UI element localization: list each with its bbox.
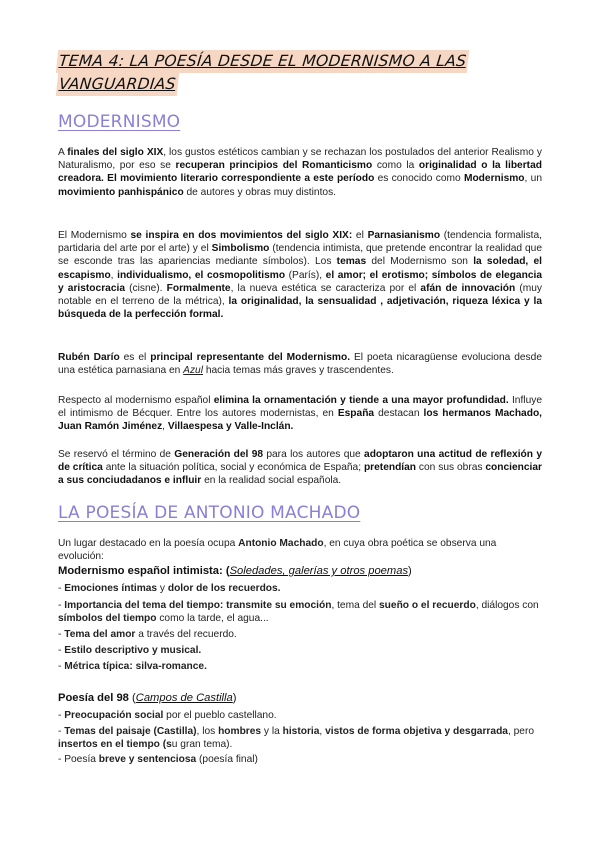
poesia-98-subheading: Poesía del 98 (Campos de Castilla) — [58, 692, 237, 704]
list-item: - Temas del paisaje (Castilla), los hombres y la historia, vistos de forma objetiva y desgarrada, pero insertos en el tiempo (su gran tema). — [58, 726, 535, 750]
list-item: - Importancia del tema del tiempo: transmite su emoción, tema del sueño o el recuerdo, diálogos con símbolos del tiempo como la tarde, el agua... — [58, 600, 539, 624]
list-item: - Preocupación social por el pueblo castellano. — [58, 710, 277, 721]
campos-castilla-work-title: Campos de Castilla — [135, 692, 233, 704]
list-item: - Emociones íntimas y dolor de los recuerdos. — [58, 583, 281, 594]
machado-heading: LA POESÍA DE ANTONIO MACHADO — [58, 503, 361, 523]
list-item: - Métrica típica: silva-romance. — [58, 661, 207, 672]
modernismo-paragraph-2: El Modernismo se inspira en dos movimientos del siglo XIX: el Parnasianismo (tendencia formalista, partidaria del arte por el arte) y el Simbolismo (tendencia intimista, que pretende encontrar la realidad que se esconde tras las apariencias mediante símbolos). Los temas del Modernismo son la soledad, el escapismo, individualismo, el cosmopolitismo (París), el amor; el erotismo; símbolos de elegancia y aristocracia (cisne). Formalmente, la nueva estética se caracteriza por el afán de innovación (muy notable en el terreno de la métrica), la originalidad, la sensualidad , adjetivación, riqueza léxica y la búsqueda de la perfección formal. — [58, 230, 543, 321]
document-title — [57, 50, 557, 96]
modernismo-paragraph-1: A finales del siglo XIX, los gustos estéticos cambian y se rechazan los postulados del anterior Realismo y Naturalismo, por eso se recuperan principios del Romanticismo como la originalidad o la libertad creadora. El movimiento literario correspondiente a este período es conocido como Modernismo, un movimiento panhispánico de autores y obras muy distintos. — [58, 147, 543, 198]
soledades-work-title: Soledades, galerías y otros poemas — [229, 565, 409, 577]
title-line-1: TEMA 4: LA POESÍA DESDE EL MODERNISMO A LAS — [56, 50, 470, 73]
modernismo-paragraph-3: Rubén Darío es el principal representante del Modernismo. El poeta nicaragüense evoluciona desde una estética parnasiana en Azul hacia temas más graves y trascendentes. — [58, 352, 542, 377]
azul-work-title: Azul — [183, 365, 203, 377]
list-item: - Poesía breve y sentenciosa (poesía final) — [58, 754, 258, 765]
list-item: - Tema del amor a través del recuerdo. — [58, 629, 237, 640]
title-line-2: VANGUARDIAS — [56, 73, 179, 96]
modernismo-paragraph-5: Se reservó el término de Generación del 98 para los autores que adoptaron una actitud de reflexión y de crítica ante la situación política, social y económica de España; pretendían con sus obras concienciar a sus conciudadanos e influir en la realidad social española. — [58, 449, 542, 487]
machado-intro: Un lugar destacado en la poesía ocupa Antonio Machado, en cuya obra poética se observa una evolución: — [58, 538, 497, 562]
modernismo-paragraph-4: Respecto al modernismo español elimina la ornamentación y tiende a una mayor profundidad. Influye el intimismo de Bécquer. Entre los autores modernistas, en España destacan los hermanos Machado, Juan Ramón Jiménez, Villaespesa y Valle-Inclán. — [58, 395, 542, 433]
list-item: - Estilo descriptivo y musical. — [58, 645, 202, 656]
modernismo-intimista-subheading: Modernismo español intimista: (Soledades, galerías y otros poemas) — [58, 565, 412, 577]
modernismo-heading: MODERNISMO — [58, 112, 181, 132]
